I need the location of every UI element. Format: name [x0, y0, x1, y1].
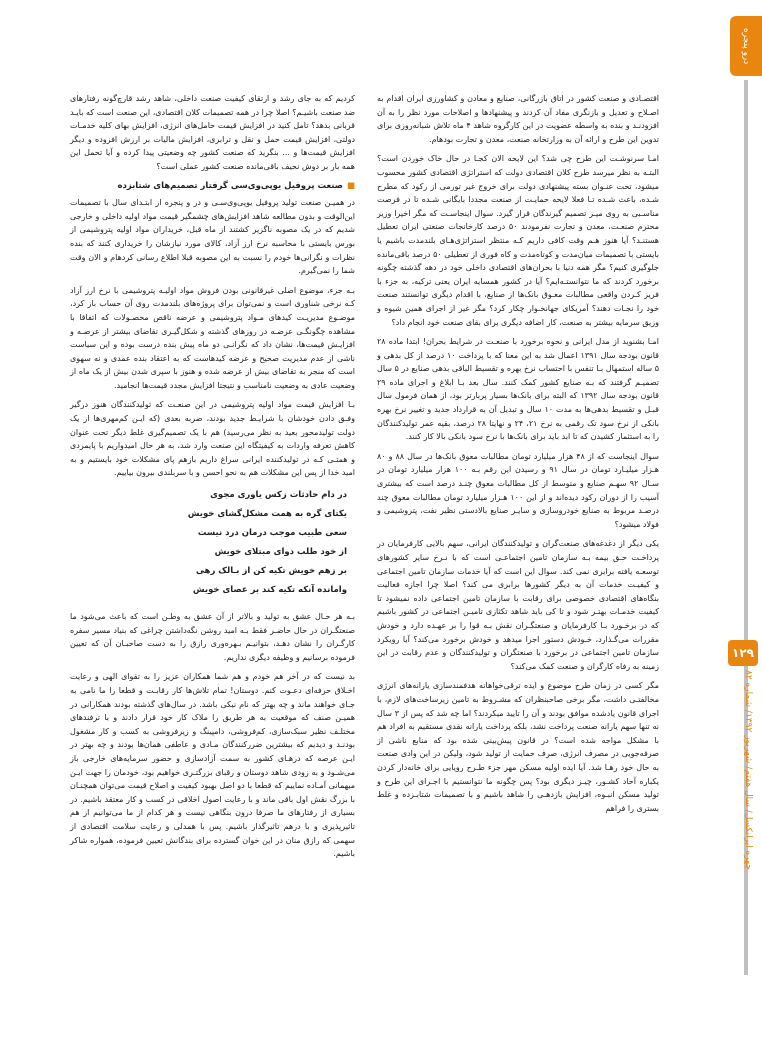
page-number-badge	[728, 640, 758, 666]
page-number: ۱۲۹	[732, 646, 754, 660]
paragraph: بد نیست که در آخر هم خودم و هم شما همکاران عزیز را به تقوای الهی و رعایت اخـلاق حرفه‌ای دعـوت کنم. دوستان! تمام تلاش‌ها کار رقابـت و قطعا را ما نامی به جـای خواهند ماند و چه بهتر که نام نیکی باشد. در سال‌های گذشته بودند همکارانی در همیـن صنف که موقعیت به هر طریق را ملاک کار خود قرار دادند و با ترفندهای مختلـف نظیر سبک‌سازی، کم‌فروشی، دامپینگ و زیرفروشی به کسب و کار مشغول بودنـد و دیدیم که بیشترین ضررکنندگان مـادی و عاطفی همان‌ها بودند و چه بهتر در ایـن عرصه که درهـای کشور به سمت آزادسازی و حضور سرمایه‌های خارجی باز می‌شـود و به زودی شاهد دوستان و رقبای بزرگتـری خواهیم بود، خودمان را جهت ایـن میهمانی آمـاده نماییم که قطعا با دو اصل بهبود کیفیت و اصلاح قیمت می‌توان همچنـان با بزرگ نقش اول باقی ماند و با رعایت اصول اخلاقی در کسب و کار معتقد باشیم. در بسیاری از رفتارهای ما صرفا درون بنگاهی نیست و هر کدام از ما می‌توانیم از هم تاثیرپذیری و با درهم تاثیرگذار باشیم. پس با همدلی و رعایت سلامت اقتصادی از سهمی که رازق منان در این خوان گسترده برای بندگانش تعیین فرموده، همواره شاکر باشیم.	[70, 672, 355, 859]
paragraph: مگر کسی در زمان طرح موضوع و ایده ترقی‌خواهانه هدفمندسازی یارانه‌های انرژی مخالفتـی داشت، مگر برخی صاحبنظران که مشـروط به تامین زیرساخت‌های لازم، با اجرای قانون یادشده موافق بودند و آن را تایید میکردند؟ اما چه شد که پس از ۳ سال نه تنها سهم یارانه صنعت پرداخت نشد، بلکه پرداخت یارانه نقدی مستقیم به افراد هم با مشکل مواجه شده است؟ در قانون پیش‌بینی شده بود که منابع ناشی از صرفه‌جویی در مصرف انرژی، صرف حمایت از تولید شود، ولیکن در این وادی صنعت به حال خود رهـا شد. آیا ایده اولیه مسکن مهر جزء طـرح رویایی برای خانه‌دار کردن یکباره آحاد کشـور، چیـز دیگری بود؟ پس چگونه ما نتوانستیم با اجـرای این طرح و تولید مسکن انبـوه، افزایش بازدهـی را شاهد باشیم و با تصمیمات شتابـزده و غلط بستری را فراهم	[377, 681, 660, 813]
poem-line: وامانده آنکه تکیه کند بر عصای خویش	[192, 585, 347, 596]
running-footer-text: چهره ایرانکسل/ سال هفتم/ شهریور ۱۳۹۲/ شماره ۸۲	[743, 670, 753, 870]
paragraph: یکی دیگر از دغدغه‌های صنعت‌گران و تولیدکنندگان ایرانی، سهم بالایی کارفرمایان در پرداخـت حـق بیمه بـه سازمان تامین اجتماعـی است که با نـرخ سایر کشورهای توسعـه یافته برابری نمی کند. سوال این است که آیا خدمات سازمان تامین اجتماعی و کیفیـت خدمات آن به دیگر کشورها برابری می کند؟ اصلا چرا اجازه فعالیت بنگاه‌های اقتصادی خصوصی برای رقابت با سازمان تامین اجتماعی داده نمیشود تا کیفیت خدمـات بهتـر شود و تا کی باید شاهد تکثازی تامیـن اجتماعی در کشور باشیم که در برخـورد بـا کارفرمایان و صنعتگـران نقش بـه قوا را بر عهـده دارد و خودش مقررات می‌گـذارد، خـودش دستور اجرا میدهد و خودش برخورد می‌کند؟ آیا رویکرد سازمان تامین اجتماعی در برخورد با صنعتگران و تولیدکنندگان و عدم رقابت در این زمینه به رفاه کارگران و صنعت کمک می‌کند؟	[377, 539, 659, 671]
square-bullet-icon: ■	[346, 180, 355, 191]
section-heading	[70, 180, 355, 194]
left-column	[70, 92, 355, 867]
poem-line: در دام حادثات زکس یاوری مجوی	[210, 490, 347, 501]
poem-line: از خود طلب دوای مبتلای خویش	[214, 547, 347, 558]
section-tab	[730, 16, 762, 76]
paragraph: بـا افزایش قیمت مواد اولیه پتروشیمی در این صنعـت که تولیدکنندگان هنوز درگیر وفـق دادن خودشان با شرایـط جدید بودند، ضربه بعدی (که ایـن کم‌مهری‌ها از یک دولت تولیدمحور بعید به نظر می‌رسید) هم با یک تصمیم‌گیری غلط دیگر تحت عنوان کاهش تعرفه واردات به کیفیتگاه این صنعت وارد شد، به هر حال امیدواریم با پایمردی و همتـی کـه در تولیدکننده ایرانی سراغ داریم بازهم پای مشکلات خود بایستیم و به امید خدا از پس این مشکلات هم به نحو احسن و با سربلندی بیرون بیاییم.	[70, 400, 355, 478]
poem-line: یکتای گره به همت مشکل‌گشای خویش	[187, 509, 347, 520]
paragraph: بـه هر حـال عشق به تولید و بالاتر از آن عشق به وطـن است که باعث می‌شود ما صنعتگـران در حال حاضـر فقط بـه امید روشن نگه‌داشتن چراغی که بنیاد مسیر سفره کارگـران را نشان دهـد، بتوانیـم بـهره‌وری رازق را به دست صاحبـان آن که تعیین فرموده برسانیم و وظیفه دیگری نداریم.	[70, 612, 355, 662]
poem-line: سعی طبیب موجب درمان درد نیست	[197, 528, 347, 539]
section-heading-text: صنعت پروفیل یوپی‌وی‌سی گرفتار تصمیم‌های شتابزده	[117, 180, 343, 191]
paragraph: کردیم که به جای رشد و ارتقای کیفیت صنعت داخلی، شاهد رشد قارچ‌گونه رفتارهای ضد صنعت باشیـم؟ اصلا چرا در همه تصمیمات کلان اقتصادی، این صنعت است که بایـد قربانی بدهد؟ تامل کنید در افزایش قیمت حامل‌های انرژی، افزایش بهای کلیه خدمـات دولتی، افزایش قیمت حمل و نقل و ترابری، افزایش مالیات بر ارزش افزوده و دیگر افزایش قیمت‌ها و ... بنگرید که صنعت کشور چه وضعیتی پیدا کرده و آیا تحمل این همه بار بر دوش نحیف باقی‌مانده صنعت کشور عملی است؟	[70, 94, 355, 171]
paragraph: اقتصـادی و صنعت کشور در اتاق بازرگانی، صنایع و معادن و کشاورزی ایران اقدام به اصـلاح و تعدیل و بازنگری مفاد آن کردند و پیشنهادها و اصلاحات مورد نظر را به آن افزودنـد و بنده به واسطه عضویت در این کارگروه شاهد ۴ ماه تلاش شبانه‌روزی برای تدوین این طرح و ارائه آن به وزارتخانه صنعت، معدن و تجارت بودهام.	[377, 94, 659, 144]
poem	[70, 486, 355, 600]
paragraph: سوال اینجاست که از ۴۸ هزار میلیارد تومان مطالبات معوق بانک‌ها در سال ۸۸ و ۸۰ هـزار میلیـارد تومان در سال ۹۱ و رسیدن این رقم بـه ۱۰۰ هزار میلیارد تومان در سـال ۹۲ سهـم صنایع و متوسط از کل مطالبات معوق چنـد درصد است که بیشتری آسیب را از دوران رکود دیده‌اند و از این ۱۰۰ هـزار میلیارد تومان مطالبات معوق چند درصـد مربوط به صنایع خودروسازی و سایـر صنایع بالادستی نظیر نفت، پتروشیمی و فولاد میشود؟	[377, 451, 659, 529]
paragraph: امـا سرنوشـت این طرح چی شد؟ این لایحه الان کجـا در حال خاک خوردن است؟ البتـه به نظر میرسد طرح کلان اقتصادی دولت که استراتژی اقتصادی کشور محسوب میشود، تحت عنـوان بسته پیشنهادی دولت برای خروج غیر تورمی از رکود که مطرح شـده، باعث شـده تـا فعلا لایحه حمایـت از صنعت مجددا بایگانی شـده تا در فرصت مناسـبی به روی میـز تصمیم گیرندگان قرار گیرد. سوال اینجاسـت که مگر اخیرا وزیر محترم صنعـت، معدن و تجارت نفرمودند ۵۰ درصد کارخانجات صنعتی ایران تعطیل هستنـد؟ آیا هنوز هـم وقت کافی داریم کـه منتظر استراتژی‌هـای بلندمدت باشیم یا بایستی با تصمیمات میان‌مدت و کوتاه‌مدت و کاه فوری از تعطیلی ۵۰ درصد باقی‌مانده جلوگیری کنیم؟ مگر همه دنیا با بحران‌های اقتصادی داخلی خود در دهه گذشته چگونه برخورد کردند که ما نتوانستـه‌ایم؟ آیا در کشور همسایه ایران یعنی ترکیه، به جزء با فریز کـردن واقعی مطالبات معـوق بانک‌ها از صنایع، با اقدام دیگری توانستند صنعت خود را نجـات دهند؟ آمریکای جهانخـوار چکار کرد؟ مگر غیر از اجرای همین شیوه و وزیق سرمایه بیشتر به صنعت، کار اضافه دیگری برای بقای صنعت خود انجام داد؟	[377, 154, 660, 327]
paragraph: در همیـن صنعت تولید پروفیل یوپی‌وی‌سـی و در و پنجره از ابتـدای سال با تصمیمات این‌الوقت و بدون مطالعه شاهد افزایش‌های چشمگیر قیمت مواد اولیه داخلی و خارجی شدیم که در یک مصوبه ناگزیر کشتند از ماه قبل، خریداران مواد اولیه پتروشیمی از بورس بایستی با محاسبه نرخ ارز آزاد، کالای مورد نیازشان را خریداری کنند که بنده نظرات و نگرانی‌ها خودم را نسبت به این مصوبه قبلا اطلاع رسانی کردهام و الان وقت شما را نمی‌گیرم.	[70, 198, 355, 276]
section-tab-label: درو پنجره	[741, 27, 751, 65]
paragraph: امـا بشنوید از مدل ایرانی و نحوه برخورد با صنعـت در شرایط بحران! ابتدا ماده ۲۸ قانون بودجه سال ۱۳۹۱ اعمال شد به این معنا که با پرداخت ۱۰ درصد از کل بدهی و ۵ ساله استمهال بـا تنفس با احتساب نرخ بهره و تقسیط الباقی بدهی صنایع در ۵ سال تصمیـم گرفتند که بـه صنایع کشور کمک کنند. سال بعد بـا ابلاغ و اجرای ماده ۲۹ قانون بودجه سال ۱۳۹۲ که البته برای بانک‌ها بسیار پربارتر بود، از همان فرمول سال قبـل و تقسیط بدهی‌ها به مدت ۱۰ سال و تبدیل آن به قرارداد جدید و تغییر نرخ بهره بانکی از نرخ سود تک رقمی به نرخ ۲۱، ۲۴ و نهایتا ۲۸ درصد، بقیه عمر تولیدکنندگان را به استثمار کشیدن که تا ابد باید برای بانک‌ها با نرخ سود بانکی بالا کار کنند.	[377, 337, 660, 442]
poem-line: بر زهم خویش تکیه کن از بـالک رهی	[195, 566, 347, 577]
paragraph: بـه جزء، موضوع اصلی غیرقانونی بودن فروش مواد اولیـه پتروشیمی با نرخ ارز آزاد کـه نرخی شناوری است و نمی‌توان برای پروژه‌های بلندمدت روی آن حساب باز کرد، موضـوع مدیریـت کیدهای مـواد پتروشیمی و عرضه ناقص محصـولات که اتفاقا با مشاهده چگونگـی عرضـه در روزهای گذشته و شکل‌گیـری تقاضای بیشتر از عرضـه و افزایـش قیمت‌ها، نشان داد که نگرانـی دو ماه پیش بنده درست بوده و این سیاست ناشی از عدم مدیریت صحیح و عرضه کیدهاست که به اعتقاد بنده عمدی و نه سهوی است که منجر به تقاضای بیش از عرضه شده و هنوز با سپری شدن بیش از یک ماه از وضعیت عادی به وضعیت نامناسب و نتیجتا افزایش مجدد قیمت‌ها انجامید.	[70, 285, 355, 390]
right-column	[377, 92, 659, 821]
